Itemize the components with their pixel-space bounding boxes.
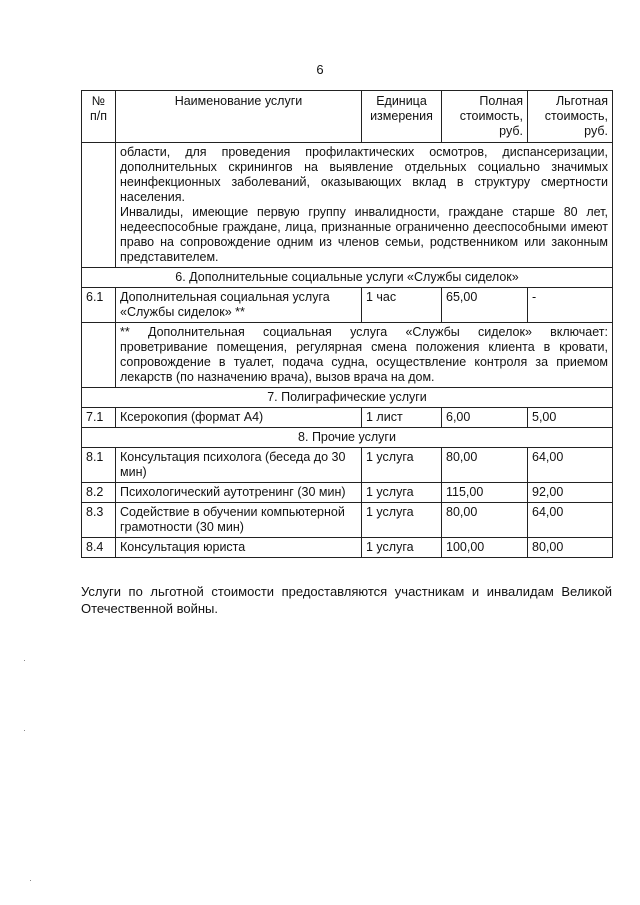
table-row <box>82 408 613 428</box>
services-price-table <box>81 90 613 558</box>
header-reduced-price: Льготная стоимость, руб. <box>528 91 613 143</box>
table-row <box>82 538 613 558</box>
section-8-title: 8. Прочие услуги <box>82 428 613 448</box>
header-unit: Единица измерения <box>362 91 442 143</box>
scan-speck <box>24 730 25 731</box>
row-num: 8.1 <box>82 448 116 483</box>
continuation-text-2: Инвалиды, имеющие первую группу инвалидности, граждане старше 80 лет, недееспособные граждане, лица, признанные ограниченно дееспособными имеют право на сопровождение одним из членов семьи, родственником или законным представителем. <box>120 205 608 264</box>
continuation-row <box>82 143 613 268</box>
section-7-title: 7. Полиграфические услуги <box>82 388 613 408</box>
row-service-name: Консультация юриста <box>116 538 362 558</box>
table-row <box>82 288 613 323</box>
page-number: 6 <box>316 62 324 77</box>
row-service-name: Консультация психолога (беседа до 30 мин) <box>116 448 362 483</box>
footer-note: Услуги по льготной стоимости предоставляются участникам и инвалидам Великой Отечественной войны. <box>81 584 612 616</box>
continuation-text-cell <box>116 143 613 268</box>
table-row <box>82 503 613 538</box>
row-unit: 1 услуга <box>362 538 442 558</box>
row-num: 8.3 <box>82 503 116 538</box>
row-full-price: 100,00 <box>442 538 528 558</box>
row-num: 7.1 <box>82 408 116 428</box>
header-num: № п/п <box>82 91 116 143</box>
row-service-name: Содействие в обучении компьютерной грамотности (30 мин) <box>116 503 362 538</box>
row-reduced-price: 92,00 <box>528 483 613 503</box>
header-service-name: Наименование услуги <box>116 91 362 143</box>
row-service-name: Психологический аутотренинг (30 мин) <box>116 483 362 503</box>
continuation-text-1: области, для проведения профилактических осмотров, диспансеризации, дополнительных скринингов на выявление отдельных социально значимых неинфекционных заболеваний, оказывающих вклад в структуру смертности населения. <box>120 145 608 204</box>
scan-speck <box>24 660 25 661</box>
section-title-row <box>82 268 613 288</box>
row-num: 6.1 <box>82 288 116 323</box>
note-row <box>82 323 613 388</box>
row-full-price: 115,00 <box>442 483 528 503</box>
row-unit: 1 услуга <box>362 483 442 503</box>
row-reduced-price: - <box>528 288 613 323</box>
row-unit: 1 лист <box>362 408 442 428</box>
row-unit: 1 услуга <box>362 448 442 483</box>
row-unit: 1 час <box>362 288 442 323</box>
row-full-price: 65,00 <box>442 288 528 323</box>
section-6-title: 6. Дополнительные социальные услуги «Службы сиделок» <box>82 268 613 288</box>
table-row <box>82 448 613 483</box>
row-reduced-price: 64,00 <box>528 448 613 483</box>
row-reduced-price: 80,00 <box>528 538 613 558</box>
row-service-name: Ксерокопия (формат А4) <box>116 408 362 428</box>
row-reduced-price: 5,00 <box>528 408 613 428</box>
table-row <box>82 483 613 503</box>
row-full-price: 80,00 <box>442 503 528 538</box>
row-num: 8.2 <box>82 483 116 503</box>
section-title-row <box>82 428 613 448</box>
row-full-price: 80,00 <box>442 448 528 483</box>
row-unit: 1 услуга <box>362 503 442 538</box>
row-num: 8.4 <box>82 538 116 558</box>
section-title-row <box>82 388 613 408</box>
table-header-row <box>82 91 613 143</box>
header-full-price: Полная стоимость, руб. <box>442 91 528 143</box>
scan-speck <box>30 880 31 881</box>
row-full-price: 6,00 <box>442 408 528 428</box>
section-6-note: ** Дополнительная социальная услуга «Службы сиделок» включает: проветривание помещения, регулярная смена положения клиента в кровати, сопровождение в туалет, подача судна, осуществление контроля за приемом лекарств (по назначению врача), вызов врача на дом. <box>116 323 613 388</box>
row-service-name: Дополнительная социальная услуга «Службы сиделок» ** <box>116 288 362 323</box>
row-reduced-price: 64,00 <box>528 503 613 538</box>
